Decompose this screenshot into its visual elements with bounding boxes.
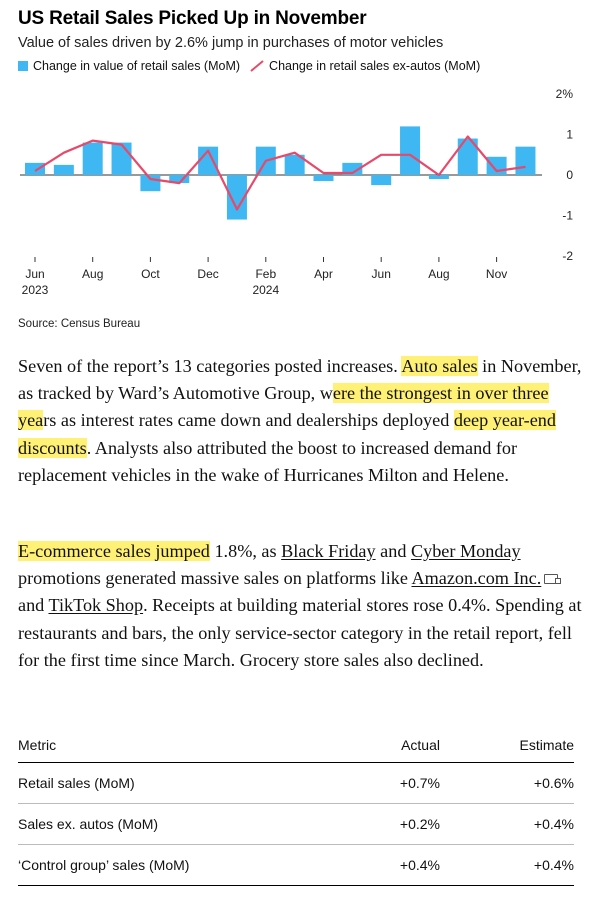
y-tick-label: -1 [562, 208, 573, 223]
link-black-friday[interactable]: Black Friday [281, 541, 376, 561]
cell-estimate: +0.4% [440, 804, 574, 845]
chart-title: US Retail Sales Picked Up in November [18, 8, 367, 29]
table-row [18, 763, 574, 804]
bar-nov-2024 [515, 147, 535, 175]
chart-subtitle: Value of sales driven by 2.6% jump in purchases of motor vehicles [18, 35, 444, 51]
cell-metric: ‘Control group’ sales (MoM) [18, 845, 340, 886]
highlight-discounts: deep year-end discounts [18, 410, 556, 458]
x-tick-year-label: 2023 [21, 283, 49, 297]
x-tick-label: Aug [428, 267, 450, 281]
table-header-row [18, 728, 574, 763]
external-link-icon[interactable] [544, 574, 558, 584]
article-paragraph-1: Seven of the report’s 13 categories posted increases. Auto sales in November, as tracked by Ward’s Automotive Group, were the strongest in over three years as interest rates came down and dealerships deployed deep year-end discounts. Analysts also attributed the boost to increased demand for replacement vehicles in the wake of Hurricanes Milton and Helene. [18, 356, 582, 485]
header-actual: Actual [340, 728, 440, 763]
bar-jul-2023 [54, 165, 74, 175]
header-estimate: Estimate [440, 728, 574, 763]
highlight-strongest: ere the strongest in over three yea [18, 383, 549, 431]
cell-metric: Sales ex. autos (MoM) [18, 804, 340, 845]
table-row [18, 804, 574, 845]
legend-line-label: Change in retail sales ex-autos (MoM) [269, 59, 481, 73]
highlight-ecommerce: E-commerce sales jumped [18, 541, 210, 561]
chart-plot [0, 70, 601, 310]
y-tick-label: 1 [566, 127, 573, 142]
bar-jun-2023 [25, 163, 45, 175]
legend-bar-label: Change in value of retail sales (MoM) [33, 59, 241, 73]
bar-aug-2023 [83, 143, 103, 175]
cell-actual: +0.7% [340, 763, 440, 804]
bar-jun-2024 [371, 175, 391, 185]
link-amazon[interactable]: Amazon.com Inc. [411, 568, 542, 589]
line-ex-autos [35, 137, 526, 210]
bar-apr-2024 [314, 175, 334, 181]
link-tiktok-shop[interactable]: TikTok Shop [48, 595, 144, 616]
link-cyber-monday[interactable]: Cyber Monday [410, 541, 521, 561]
cell-actual: +0.4% [340, 845, 440, 886]
x-tick-label: Dec [197, 267, 219, 281]
bar-sep-2023 [112, 143, 132, 175]
x-tick-label: Apr [314, 267, 333, 281]
cell-estimate: +0.4% [440, 845, 574, 886]
x-tick-label: Oct [141, 267, 160, 281]
article-paragraph-2: E-commerce sales jumped 1.8%, as Black Friday and Cyber Monday promotions generated massive sales on platforms like Amazon.com Inc. and TikTok Shop. Receipts at building material stores rose 0.4%. Spending at restaurants and bars, the only service-sector category in the retail report, fell for the first time since March. Grocery store sales also declined. [18, 541, 582, 670]
x-tick-label: Jun [371, 267, 391, 281]
x-tick-label: Jun [25, 267, 45, 281]
x-tick-label: Feb [255, 267, 277, 281]
highlight-auto-sales: Auto sales [401, 356, 478, 376]
cell-metric: Retail sales (MoM) [18, 763, 340, 804]
cell-actual: +0.2% [340, 804, 440, 845]
header-metric: Metric [18, 728, 340, 763]
x-tick-label: Aug [82, 267, 104, 281]
bar-oct-2024 [487, 157, 507, 175]
y-tick-label: 2% [555, 87, 573, 101]
chart-source: Source: Census Bureau [18, 318, 141, 330]
table-row [18, 845, 574, 886]
bar-jul-2024 [400, 126, 420, 175]
cell-estimate: +0.6% [440, 763, 574, 804]
x-tick-label: Nov [485, 267, 508, 281]
y-tick-label: 0 [566, 168, 573, 182]
y-tick-label: -2 [562, 249, 573, 263]
metrics-table [18, 728, 574, 886]
x-tick-year-label: 2024 [252, 283, 280, 297]
